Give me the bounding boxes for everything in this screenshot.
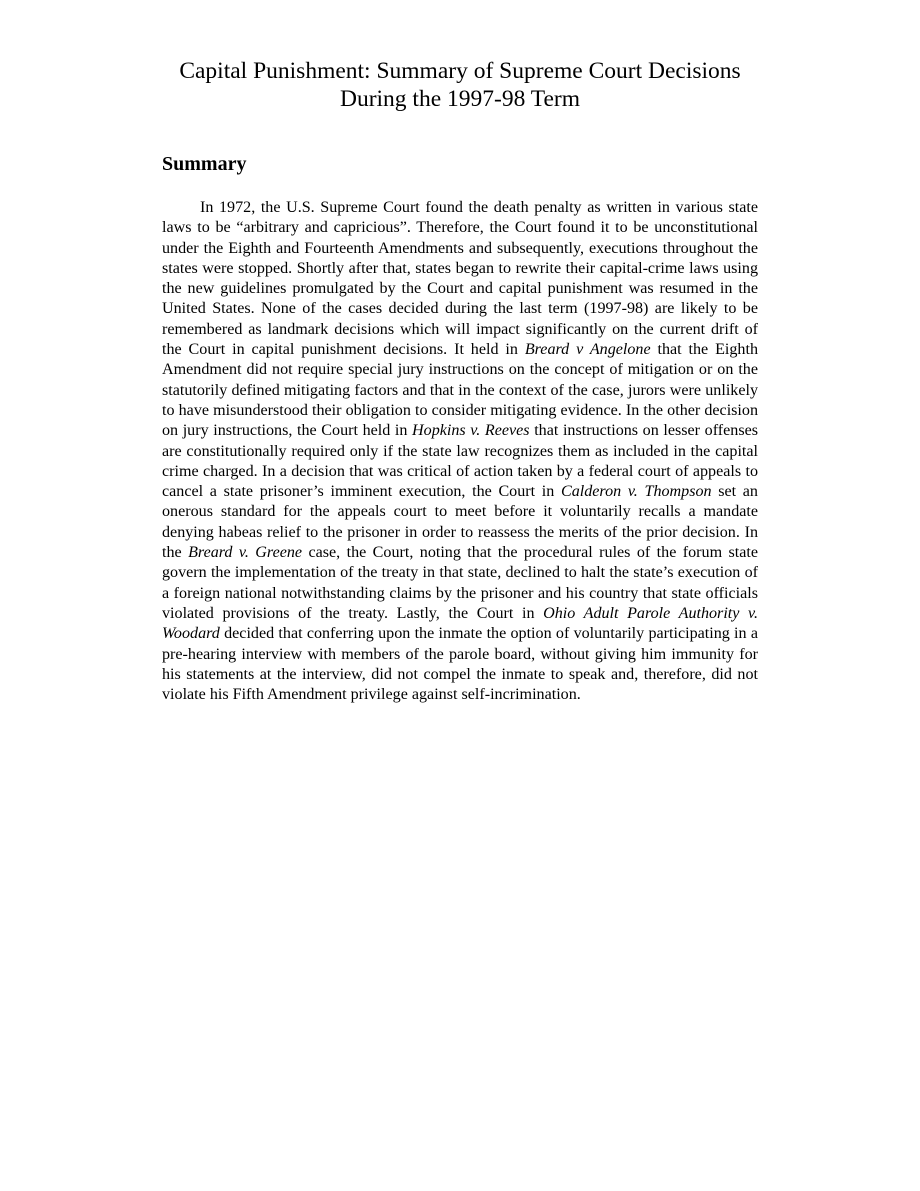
- paragraph-text: set an onerous standard for the appeals court to meet before it voluntarily recalls a mandate denying habeas relief to the prisoner in order to reassess the merits of the prior decision. In the: [162, 483, 758, 562]
- section-heading: Summary: [162, 153, 247, 175]
- paragraph-text: that the Eighth Amendment did not require special jury instructions on the concept of mitigation or on the statutorily defined mitigating factors and that in the context of the case, jurors were unlikely to have misunderstood their obligation to consider mitigating evidence. In the other decision on jury instructions, the Court held in: [162, 341, 758, 440]
- title-line-2: During the 1997-98 Term: [339, 86, 581, 112]
- title-line-1: Capital Punishment: Summary of Supreme Court Decisions: [179, 58, 741, 84]
- case-name: Ohio Adult Parole Authority v. Woodard: [162, 604, 758, 643]
- case-name: Hopkins v. Reeves: [412, 422, 530, 440]
- paragraph-text: case, the Court, noting that the procedural rules of the forum state govern the implementation of the treaty in that state, declined to halt the state’s execution of a foreign national notwithstanding claims by the prisoner and his country that state officials violated provisions of the treaty. Lastly, the Court in: [162, 544, 758, 622]
- document-title: [0, 57, 920, 113]
- paragraph-text: In 1972, the U.S. Supreme Court found the death penalty as written in various state laws to be “arbitrary and capricious”. Therefore, the Court found it to be unconstitutional under the Eighth and Fourteenth Amendments and subsequently, executions throughout the states were stopped. Shortly after that, states began to rewrite their capital-crime laws using the new guidelines promulgated by the Court and capital punishment was resumed in the United States. None of the cases decided during the last term (1997-98) are likely to be remembered as landmark decisions which will impact significantly on the current drift of the Court in capital punishment decisions. It held in: [162, 199, 758, 359]
- paragraph-text: decided that conferring upon the inmate the option of voluntarily participating in a pre-hearing interview with members of the parole board, without giving him immunity for his statements at the interview, did not compel the inmate to speak and, therefore, did not violate his Fifth Amendment privilege against self-incrimination.: [162, 625, 758, 704]
- case-name: Calderon v. Thompson: [560, 483, 712, 501]
- case-name: Breard v Angelone: [524, 341, 651, 359]
- paragraph-text: that instructions on lesser offenses are constitutionally required only if the state law recognizes them as included in the capital crime charged. In a decision that was critical of action taken by a federal court of appeals to cancel a state prisoner’s imminent execution, the Court in: [162, 422, 758, 501]
- case-name: Breard v. Greene: [188, 544, 303, 562]
- summary-paragraph: [162, 198, 758, 705]
